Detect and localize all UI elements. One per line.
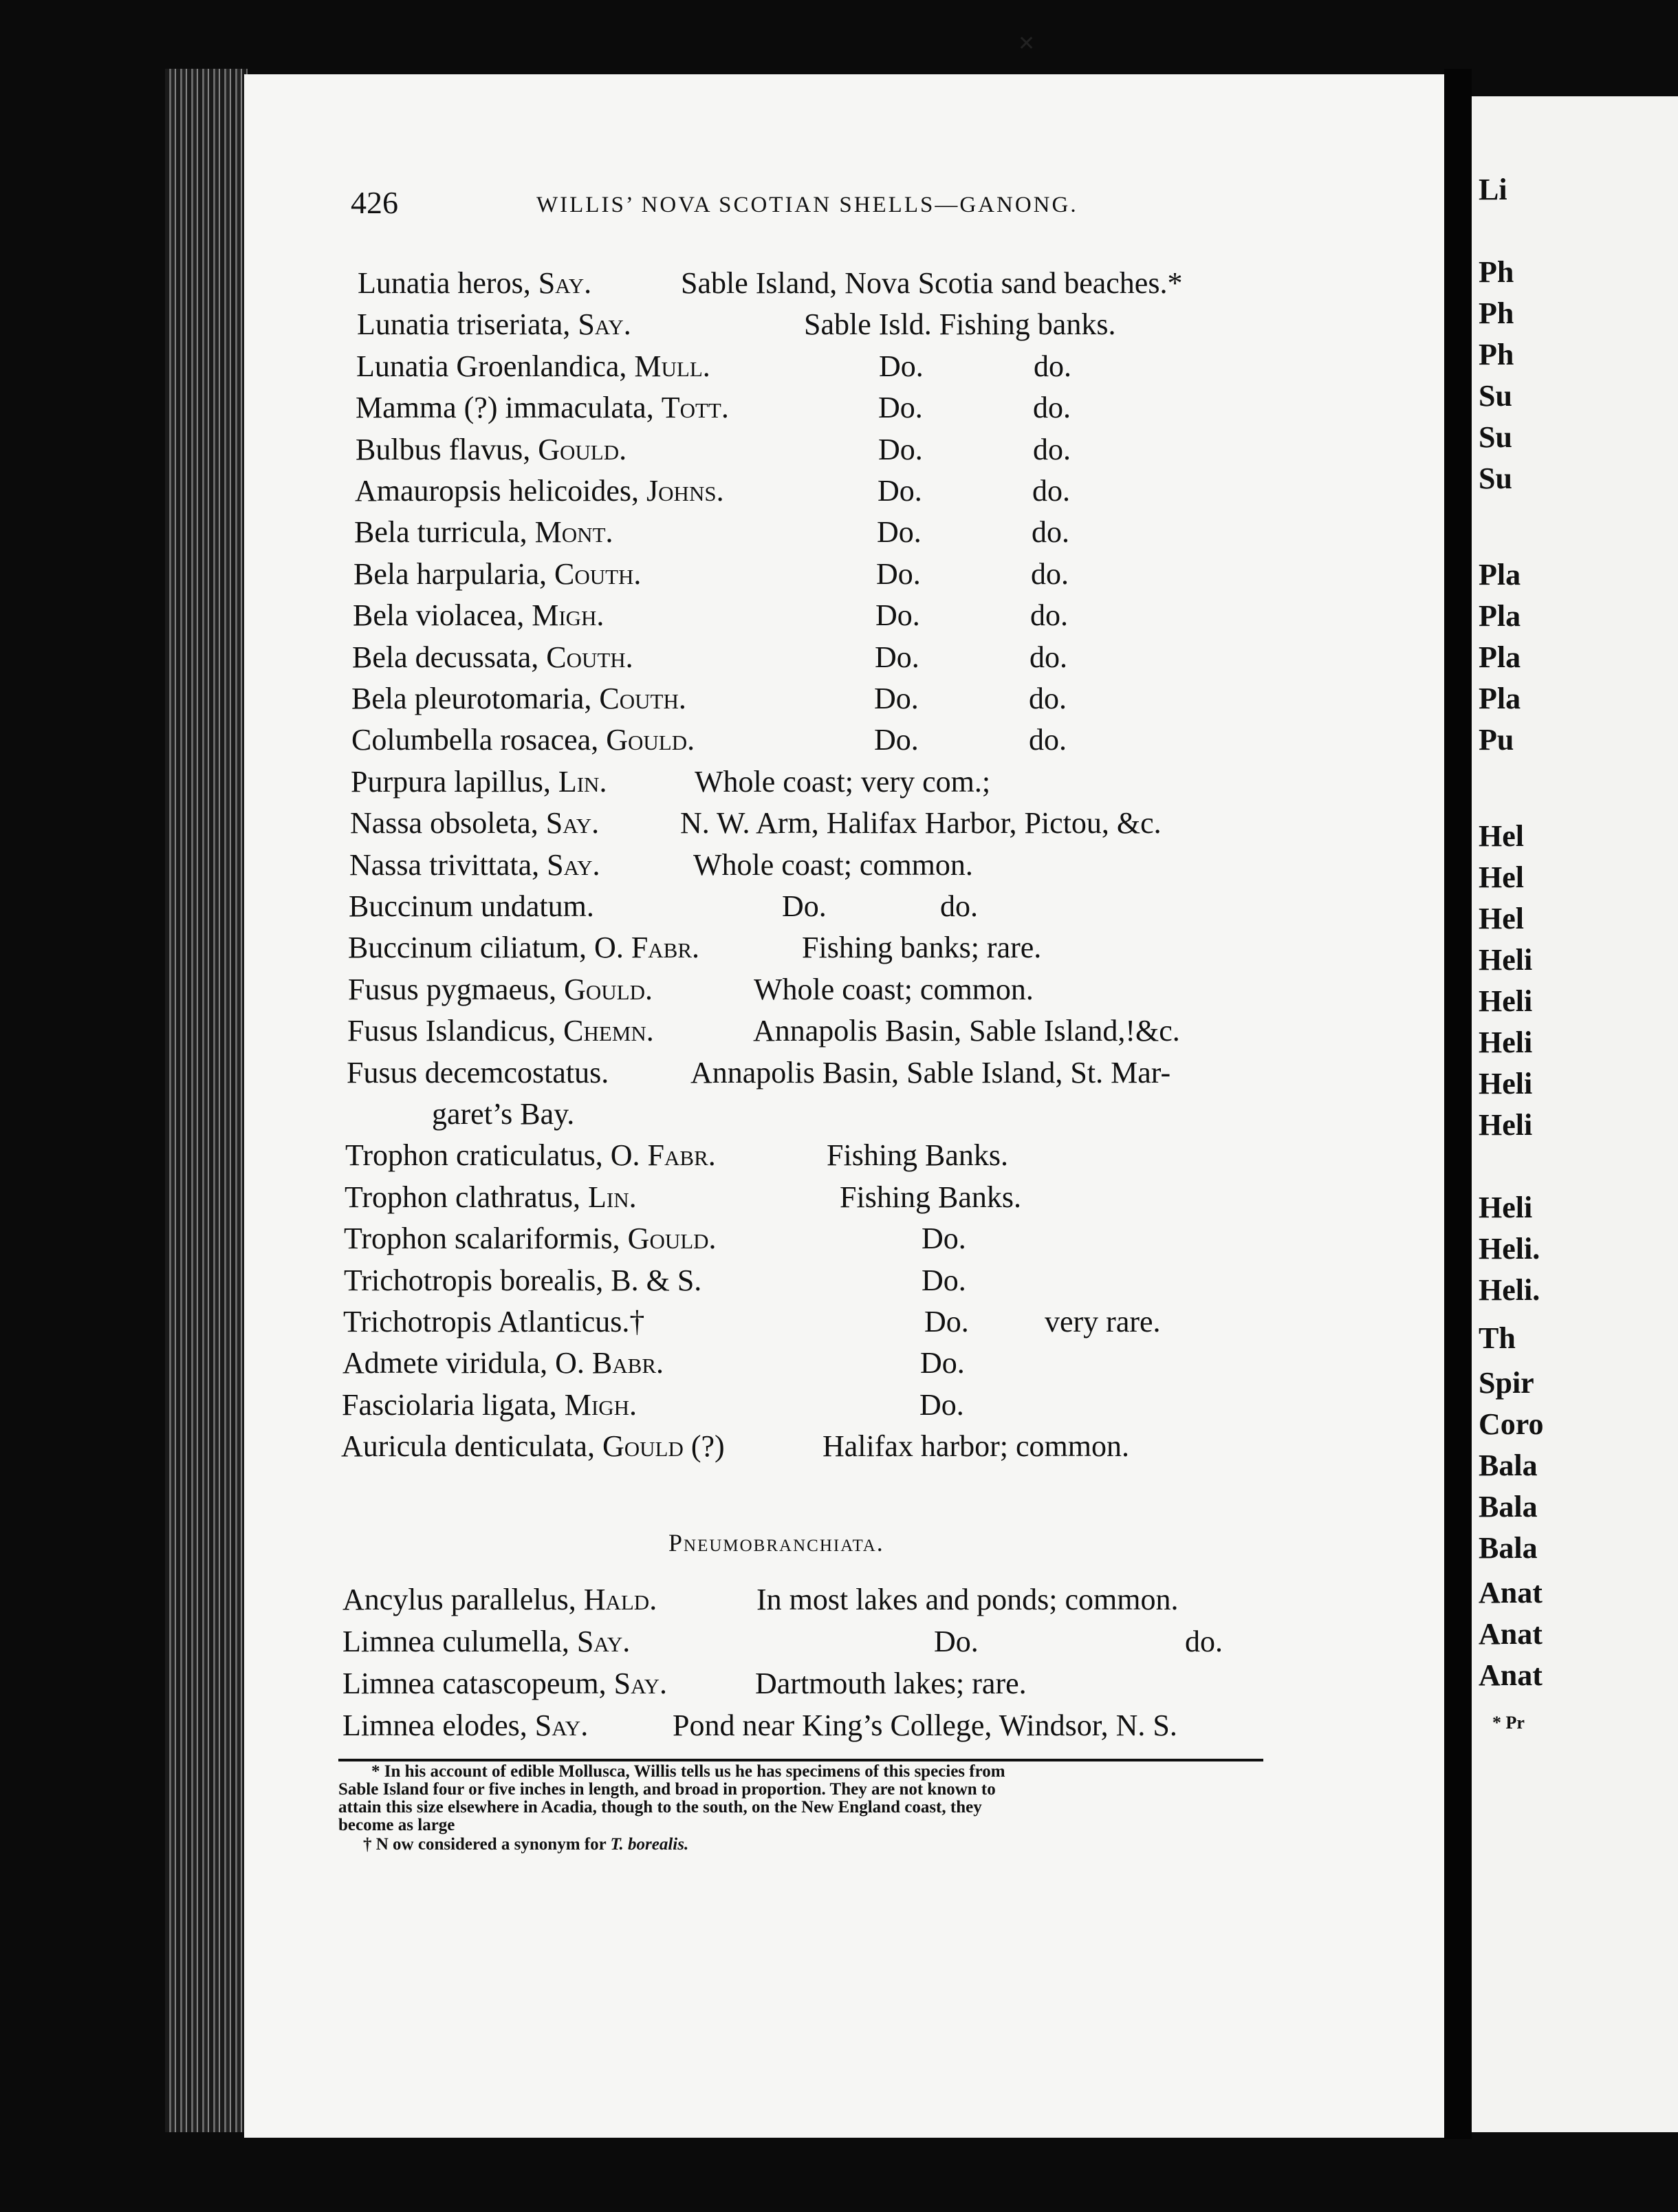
species-authority: Lin.: [558, 764, 607, 799]
species-authority: Migh.: [532, 598, 604, 633]
locality: Do.: [922, 1263, 966, 1297]
species-name: [349, 886, 594, 927]
species-name: [343, 1301, 644, 1343]
species-entry: [356, 429, 1318, 470]
species-authority: Gould.: [627, 1222, 717, 1256]
species-binomial: Lunatia heros,: [358, 266, 531, 300]
right-page-fragment: Bala: [1479, 1531, 1538, 1565]
species-name: [350, 803, 599, 844]
locality: Do.: [782, 889, 827, 923]
right-page-fragment: Hel: [1479, 902, 1524, 935]
right-page-fragment: Ph: [1479, 338, 1514, 371]
right-page-fragment: Heli.: [1479, 1232, 1540, 1266]
species-name: [354, 512, 613, 553]
locality: Do.: [876, 556, 921, 591]
species-name: [356, 346, 710, 387]
species-name: [351, 719, 695, 761]
species-authority: Couth.: [554, 556, 642, 591]
species-authority: O. Fabr.: [610, 1138, 716, 1173]
abundance: do.: [1029, 682, 1067, 715]
species-entry: [343, 1301, 1306, 1343]
species-authority: Mont.: [534, 515, 613, 550]
species-name: [342, 1705, 588, 1746]
abundance: do.: [1034, 349, 1071, 383]
species-authority: Say.: [576, 1625, 631, 1658]
species-authority: Lin.: [588, 1180, 637, 1214]
locality: N. W. Arm, Halifax Harbor, Pictou, &c.: [680, 806, 1162, 841]
species-name: [351, 761, 607, 803]
right-page-fragment: Ph: [1479, 296, 1514, 330]
species-authority: Johns.: [646, 474, 724, 508]
right-page-fragment: Heli: [1479, 1191, 1533, 1224]
right-page-fragment: Su: [1479, 420, 1512, 454]
species-authority: Gould.: [606, 723, 695, 757]
species-authority: Say.: [534, 1709, 589, 1742]
species-binomial: Lunatia triseriata,: [357, 307, 571, 342]
species-entry: [351, 761, 1314, 803]
locality: Whole coast; very com.;: [695, 764, 991, 799]
running-title: WILLIS’ NOVA SCOTIAN SHELLS—GANONG.: [536, 193, 1078, 217]
footnote-line: attain this size elsewhere in Acadia, though to the south, on the New England coast, they: [338, 1798, 982, 1817]
species-name: [347, 1052, 609, 1094]
species-name: [342, 1579, 657, 1620]
species-binomial: Auricula denticulata,: [341, 1429, 595, 1464]
species-authority: Say.: [613, 1667, 668, 1700]
species-binomial: Admete viridula,: [342, 1346, 548, 1380]
locality: Do.: [878, 391, 923, 425]
species-name: [358, 263, 591, 304]
locality: Annapolis Basin, Sable Island,!&c.: [753, 1014, 1180, 1048]
right-page-fragment: Heli: [1479, 943, 1533, 977]
species-entry: [356, 387, 1318, 429]
locality: Do.: [924, 1305, 969, 1338]
species-entry: [351, 678, 1314, 719]
locality: garet’s Bay.: [432, 1097, 575, 1131]
species-entry: [341, 1426, 1304, 1467]
species-name: [347, 1010, 654, 1052]
species-name: [348, 969, 653, 1010]
right-page-fragment: Ph: [1479, 255, 1514, 289]
locality: Halifax harbor; common.: [822, 1429, 1129, 1464]
right-page-fragment: Heli: [1479, 1026, 1533, 1059]
species-binomial: Trichotropis Atlanticus.†: [343, 1305, 645, 1338]
species-name: [356, 429, 626, 470]
species-authority: Chemn.: [563, 1014, 654, 1048]
species-authority: Migh.: [564, 1387, 638, 1422]
species-name: [344, 1218, 717, 1259]
species-name: [356, 387, 729, 429]
abundance: do.: [1185, 1625, 1223, 1658]
species-binomial: Mamma (?) immaculata,: [356, 391, 654, 425]
species-name: [357, 304, 631, 345]
species-name: [345, 1135, 716, 1176]
abundance: do.: [1032, 515, 1069, 550]
locality: Do.: [874, 682, 919, 715]
species-binomial: Fusus decemcostatus.: [347, 1055, 609, 1089]
species-binomial: Purpura lapillus,: [351, 764, 551, 799]
abundance: do.: [940, 889, 978, 923]
species-binomial: Bela violacea,: [353, 598, 525, 633]
species-entry: [342, 1705, 1305, 1746]
species-entry: [356, 346, 1319, 387]
species-name: [355, 470, 724, 512]
species-binomial: Limnea catascopeum,: [342, 1667, 607, 1700]
species-binomial: Trophon craticulatus,: [345, 1138, 603, 1173]
species-entry: [349, 886, 1311, 927]
right-page-fragment: Heli: [1479, 1108, 1533, 1142]
footnote-dagger: [363, 1835, 688, 1854]
species-entry: [354, 512, 1317, 553]
locality: Do.: [934, 1625, 979, 1658]
footnote-rule: [338, 1759, 1263, 1761]
species-entry: [347, 1052, 1309, 1094]
species-entry: [357, 304, 1320, 345]
species-authority: Gould.: [564, 972, 653, 1006]
species-binomial: Fusus Islandicus,: [347, 1014, 556, 1048]
species-entry: [350, 803, 1313, 844]
species-entry: [344, 1218, 1307, 1259]
species-binomial: Fusus pygmaeus,: [348, 972, 557, 1006]
species-entry: [342, 1385, 1305, 1426]
right-page-fragment: Spir: [1479, 1366, 1534, 1400]
abundance: do.: [1029, 723, 1067, 757]
species-authority: Gould.: [538, 432, 627, 466]
species-binomial: Bela pleurotomaria,: [351, 682, 592, 715]
locality: Fishing Banks.: [840, 1180, 1022, 1214]
footnote-italic: T. borealis.: [610, 1835, 689, 1854]
species-authority: Couth.: [599, 682, 686, 715]
species-authority: Mull.: [634, 349, 710, 383]
page-edge-stripes: [165, 69, 248, 2132]
locality: Do.: [920, 1346, 965, 1380]
right-page-fragment: Heli.: [1479, 1273, 1540, 1307]
locality: Dartmouth lakes; rare.: [755, 1667, 1027, 1700]
page-number: 426: [351, 185, 398, 220]
species-authority: Say.: [545, 806, 600, 841]
locality: Do.: [919, 1387, 964, 1422]
species-binomial: Limnea elodes,: [342, 1709, 527, 1742]
species-entry: [352, 637, 1315, 678]
footnote-line: * In his account of edible Mollusca, Willis tells us he has specimens of this species from: [371, 1762, 1005, 1781]
abundance: do.: [1033, 432, 1071, 466]
species-name: [344, 1260, 701, 1301]
book-gutter: [1444, 69, 1472, 2139]
species-binomial: Bela harpularia,: [353, 556, 547, 591]
right-page-fragment: Coro: [1479, 1407, 1544, 1441]
scan-speck: ✕: [1018, 32, 1036, 55]
abundance: do.: [1032, 474, 1070, 508]
locality: Do.: [875, 640, 919, 674]
abundance: very rare.: [1045, 1305, 1161, 1338]
locality: Do.: [874, 723, 919, 757]
species-name: [353, 554, 641, 595]
locality: Do.: [922, 1222, 966, 1256]
right-page-fragment: Heli: [1479, 984, 1533, 1018]
species-binomial: Trophon clathratus,: [345, 1180, 581, 1214]
species-name: [342, 1343, 664, 1384]
right-page-fragment: Bala: [1479, 1490, 1538, 1524]
species-authority: Couth.: [546, 640, 633, 674]
species-entry: [342, 1663, 1305, 1704]
right-page-fragment: Su: [1479, 462, 1512, 495]
species-name: [353, 595, 604, 636]
species-entry: [351, 719, 1314, 761]
right-page-fragment: Anat: [1479, 1576, 1543, 1609]
species-binomial: Fasciolaria ligata,: [342, 1387, 557, 1422]
locality: Do.: [879, 349, 924, 383]
species-binomial: Limnea culumella,: [342, 1625, 569, 1658]
right-page: [1472, 96, 1678, 2132]
species-entry: [355, 470, 1318, 512]
species-authority: Say.: [538, 266, 592, 300]
abundance: do.: [1029, 640, 1067, 674]
species-authority: Tott.: [661, 391, 729, 425]
species-binomial: Columbella rosacea,: [351, 723, 599, 757]
species-entry: [353, 554, 1316, 595]
species-entry: [353, 595, 1316, 636]
locality: Annapolis Basin, Sable Island, St. Mar-: [690, 1055, 1171, 1089]
species-authority: Say.: [547, 847, 600, 882]
species-name: [351, 678, 686, 719]
right-page-fragment: Anat: [1479, 1617, 1543, 1651]
right-page-fragment: Pla: [1479, 558, 1521, 592]
species-authority: O. Fabr.: [594, 931, 700, 965]
species-binomial: Trophon scalariformis,: [344, 1222, 620, 1256]
locality: Sable Island, Nova Scotia sand beaches.*: [681, 266, 1183, 300]
species-name: [342, 1385, 637, 1426]
species-entry: [349, 845, 1312, 886]
right-page-fragment: Heli: [1479, 1067, 1533, 1100]
species-binomial: Nassa trivittata,: [349, 847, 540, 882]
species-entry: [358, 263, 1320, 304]
species-binomial: Bulbus flavus,: [356, 432, 531, 466]
species-entry: [344, 1260, 1307, 1301]
species-authority: Gould (?): [602, 1429, 725, 1464]
species-authority: B. & S.: [611, 1263, 702, 1297]
species-authority: Say.: [578, 307, 631, 342]
right-page-fragment: Pla: [1479, 682, 1521, 715]
species-binomial: Trichotropis borealis,: [344, 1263, 604, 1297]
species-name: [342, 1621, 630, 1662]
right-page-fragment: Su: [1479, 379, 1512, 413]
species-binomial: Buccinum undatum.: [349, 889, 594, 923]
species-entry: [346, 1094, 1309, 1135]
right-page-fragment: Hel: [1479, 860, 1524, 894]
locality: Whole coast; common.: [754, 972, 1034, 1006]
right-page-fragment: Li: [1479, 173, 1507, 206]
locality: In most lakes and ponds; common.: [756, 1583, 1179, 1616]
right-page-fragment: Pla: [1479, 640, 1521, 674]
species-entry: [345, 1177, 1307, 1218]
locality: Whole coast; common.: [693, 847, 973, 882]
locality: Sable Isld. Fishing banks.: [804, 307, 1116, 342]
right-page-fragment: Pla: [1479, 599, 1521, 633]
locality: Fishing banks; rare.: [802, 931, 1042, 965]
locality: Do.: [877, 515, 922, 550]
species-entry: [348, 927, 1311, 968]
right-page-fragment: Th: [1479, 1321, 1516, 1355]
species-entry: [342, 1621, 1305, 1662]
running-header: [351, 184, 1314, 232]
abundance: do.: [1033, 391, 1071, 425]
species-binomial: Lunatia Groenlandica,: [356, 349, 627, 383]
section-title: Pneumobranchiata.: [668, 1529, 884, 1557]
footnote-line: Sable Island four or five inches in length, and broad in proportion. They are not known to: [338, 1780, 996, 1799]
locality: Pond near King’s College, Windsor, N. S.: [673, 1709, 1177, 1742]
right-page-fragment: Pu: [1479, 723, 1514, 757]
species-binomial: Bela turricula,: [354, 515, 527, 550]
right-page-fragment: * Pr: [1492, 1713, 1525, 1733]
species-entry: [348, 969, 1311, 1010]
species-name: [348, 927, 699, 968]
species-binomial: Buccinum ciliatum,: [348, 931, 587, 965]
abundance: do.: [1031, 556, 1069, 591]
footnote-line: become as large: [338, 1816, 455, 1834]
species-authority: O. Babr.: [555, 1346, 664, 1380]
footnote-text: † N ow considered a synonym for: [363, 1835, 611, 1854]
locality: Fishing Banks.: [827, 1138, 1009, 1173]
species-binomial: Nassa obsoleta,: [350, 806, 538, 841]
species-entry: [342, 1579, 1305, 1620]
species-entry: [342, 1343, 1305, 1384]
species-name: [342, 1663, 667, 1704]
species-name: [352, 637, 633, 678]
species-name: [349, 845, 600, 886]
right-page-fragment: Anat: [1479, 1658, 1543, 1692]
locality: Do.: [878, 474, 922, 508]
locality: Do.: [875, 598, 920, 633]
species-entry: [345, 1135, 1308, 1176]
species-name: [345, 1177, 637, 1218]
species-binomial: Ancylus parallelus,: [342, 1583, 576, 1616]
species-binomial: Amauropsis helicoides,: [355, 474, 640, 508]
species-name: [341, 1426, 725, 1467]
abundance: do.: [1030, 598, 1068, 633]
locality: Do.: [878, 432, 923, 466]
right-page-fragment: Hel: [1479, 819, 1524, 853]
species-authority: Hald.: [583, 1583, 657, 1616]
species-entry: [347, 1010, 1310, 1052]
right-page-fragment: Bala: [1479, 1449, 1538, 1482]
species-binomial: Bela decussata,: [352, 640, 539, 674]
